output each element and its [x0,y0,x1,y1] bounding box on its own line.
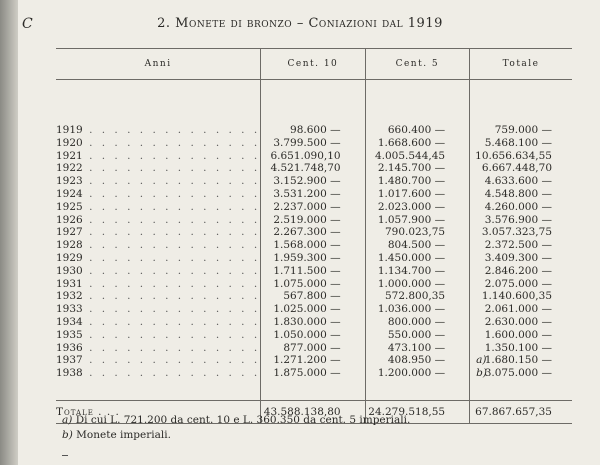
cent5-value: 473.100 — [365,342,470,355]
year-label: 1925 [56,200,83,213]
year-label: 1927 [56,226,83,239]
table-row [56,188,572,201]
cent10-value: 3.799.500 — [261,137,365,150]
table-row [56,201,572,214]
total-value-cell [470,367,572,380]
year-label: 1937 [56,354,83,367]
table-row [56,354,572,367]
table-row [56,239,572,252]
cent10-value: 4.521.748,70 [261,162,365,175]
year-cell [56,214,261,227]
footnote-b: b) Monete imperiali. [62,429,171,441]
year-label: 1934 [56,315,83,328]
leader-dots: . . . . . . . . . . . . . . [82,264,261,277]
total-value: 1.350.100 — [484,341,552,354]
cent5-value: 4.005.544,45 [365,150,470,163]
total-value-cell [470,188,572,201]
total-value-cell [470,252,572,265]
footnotes [62,413,410,443]
total-value-cell [470,316,572,329]
cent10-value: 2.267.300 — [261,226,365,239]
column-header-cent10: Cent. 10 [261,49,365,80]
table-row [56,265,572,278]
cent5-value: 1.450.000 — [365,252,470,265]
total-value: 2.372.500 — [484,239,552,252]
total-value-cell [470,137,572,150]
book-spine-shadow [0,0,18,465]
total-value-cell [470,239,572,252]
year-cell [56,342,261,355]
cent10-value: 1.875.000 — [261,367,365,380]
total-value: 759.000 — [494,124,552,136]
total-value-cell [470,175,572,188]
footnote-marker: a) [476,354,487,367]
column-header-cent5: Cent. 5 [365,49,470,80]
total-value-cell [470,162,572,175]
year-label: 1935 [56,328,83,341]
coinage-table [56,48,572,424]
heading-title: Monete di bronzo – Coniazioni dal 1919 [175,16,443,31]
table-header-row [56,49,572,80]
cent10-value: 2.237.000 — [261,201,365,214]
year-label: 1938 [56,367,83,380]
leader-dots: . . . . . . . . . . . . . . [82,149,261,162]
cent10-value: 567.800 — [261,290,365,303]
leader-dots: . . . . . . . . . . . . . . [82,175,261,188]
year-label: 1921 [56,149,83,162]
cent10-value: 1.711.500 — [261,265,365,278]
total-value: 4.548.800 — [484,187,552,200]
year-cell [56,150,261,163]
cent10-value: 1.075.000 — [261,278,365,291]
heading-number: 2. [157,16,171,31]
cent5-value: 660.400 — [365,124,470,137]
table-row [56,226,572,239]
cent5-value: 1.000.000 — [365,278,470,291]
table-row [56,214,572,227]
leader-dots: . . . . . . . . . . . . . . [82,124,261,136]
total-value-cell [470,214,572,227]
year-label: 1930 [56,264,83,277]
cent10-value: 877.000 — [261,342,365,355]
cent5-value: 2.023.000 — [365,201,470,214]
year-cell [56,367,261,380]
total-value: 4.260.000 — [484,200,552,213]
cent10-value: 3.531.200 — [261,188,365,201]
cent5-value: 408.950 — [365,354,470,367]
year-cell [56,124,261,137]
total-value: 2.846.200 — [484,264,552,277]
table-row [56,303,572,316]
cent5-value: 1.668.600 — [365,137,470,150]
year-cell [56,278,261,291]
total-value: 1.600.000 — [484,328,552,341]
total-value: 1.140.600,35 [481,290,552,303]
year-label: 1924 [56,187,83,200]
total-value-cell [470,303,572,316]
total-value: 6.667.448,70 [481,162,552,175]
cent5-value: 550.000 — [365,329,470,342]
year-cell [56,239,261,252]
cent10-value: 6.651.090,10 [261,150,365,163]
total-value: 3.576.900 — [484,213,552,226]
cent5-value: 1.017.600 — [365,188,470,201]
year-cell [56,265,261,278]
leader-dots: . . . . . . . . . . . . . . [82,277,261,290]
leader-dots: . . . . . . . . . . . . . . [82,367,261,380]
corner-letter: C [22,16,33,32]
year-cell [56,175,261,188]
total-value: 2.075.000 — [484,277,552,290]
leader-dots: . . . . . . . . . . . . . . [82,213,261,226]
cent10-value: 2.519.000 — [261,214,365,227]
leader-dots: . . . . . . . . . . . . . . [82,315,261,328]
table-body [56,80,572,424]
total-value-cell [470,278,572,291]
table-row [56,329,572,342]
year-label: 1926 [56,213,83,226]
spacer-row [56,80,572,125]
table-row [56,278,572,291]
year-cell [56,188,261,201]
year-cell [56,226,261,239]
table-row [56,137,572,150]
cent10-value: 98.600 — [261,124,365,137]
total-value: 2.061.000 — [484,303,552,316]
leader-dots: . . . . . . . . . . . . . . [82,290,261,303]
year-label: 1932 [56,290,83,303]
table-row [56,367,572,380]
table-row [56,124,572,137]
year-label: 1929 [56,251,83,264]
cent10-value: 1.025.000 — [261,303,365,316]
total-value: 5.468.100 — [484,136,552,149]
year-cell [56,137,261,150]
year-label: 1936 [56,341,83,354]
total-label: Totale . . . [56,400,261,423]
cent10-value: 1.050.000 — [261,329,365,342]
table-row [56,150,572,163]
page-mark [62,455,68,456]
year-cell [56,201,261,214]
year-label: 1923 [56,175,83,188]
leader-dots: . . . . . . . . . . . . . . [82,341,261,354]
total-value: 1.680.150 — [484,354,552,367]
total-value: 10.656.634,55 [475,149,552,162]
cent10-value: 3.152.900 — [261,175,365,188]
table-row [56,175,572,188]
table-row [56,252,572,265]
cent10-value: 1.568.000 — [261,239,365,252]
table-row [56,316,572,329]
year-label: 1920 [56,136,83,149]
cent5-value: 800.000 — [365,316,470,329]
total-value-cell [470,201,572,214]
year-cell [56,252,261,265]
total-value: 4.633.600 — [484,175,552,188]
table-row [56,162,572,175]
leader-dots: . . . . . . . . . . . . . . [82,226,261,239]
year-cell [56,316,261,329]
year-cell [56,290,261,303]
total-value-cell [470,329,572,342]
cent5-value: 572.800,35 [365,290,470,303]
total-value-cell [470,150,572,163]
total-value-cell [470,342,572,355]
year-label: 1928 [56,239,83,252]
total-value: 3.075.000 — [484,367,552,380]
year-label: 1931 [56,277,83,290]
year-cell [56,329,261,342]
total-value: 3.409.300 — [484,251,552,264]
leader-dots: . . . . . . . . . . . . . . [82,328,261,341]
table-row [56,342,572,355]
cent5-value: 1.200.000 — [365,367,470,380]
spacer-row [56,380,572,401]
year-label: 1933 [56,303,83,316]
leader-dots: . . . . . . . . . . . . . . [82,251,261,264]
cent5-value: 2.145.700 — [365,162,470,175]
year-cell [56,354,261,367]
cent5-value: 1.057.900 — [365,214,470,227]
column-header-anni: Anni [56,49,261,80]
leader-dots: . . . . . . . . . . . . . . [82,239,261,252]
total-value-cell [470,290,572,303]
cent5-value: 804.500 — [365,239,470,252]
total-value-cell [470,124,572,137]
total-cent5: 24.279.518,55 [365,400,470,423]
grand-total: 67.867.657,35 [470,400,572,423]
total-cent10: 43.588.138,80 [261,400,365,423]
leader-dots: . . . . . . . . . . . . . . [82,303,261,316]
leader-dots: . . . . . . . . . . . . . . [82,200,261,213]
column-header-totale: Totale [470,49,572,80]
footnote-marker: b) [476,367,487,380]
cent10-value: 1.830.000 — [261,316,365,329]
total-value-cell [470,226,572,239]
total-value-cell [470,265,572,278]
leader-dots: . . . . . . . . . . . . . . [82,136,261,149]
year-label: 1919 [56,124,83,136]
year-label: 1922 [56,162,83,175]
cent10-value: 1.959.300 — [261,252,365,265]
total-value-cell [470,354,572,367]
cent10-value: 1.271.200 — [261,354,365,367]
leader-dots: . . . . . . . . . . . . . . [82,187,261,200]
year-cell [56,162,261,175]
footnote-a: a) Di cui L. 721.200 da cent. 10 e L. 360.350 da cent. 5 imperiali. [62,414,411,426]
leader-dots: . . . . . . . . . . . . . . [82,162,261,175]
total-value: 3.057.323,75 [481,226,552,239]
cent5-value: 1.036.000 — [365,303,470,316]
leader-dots: . . . . . . . . . . . . . . [82,354,261,367]
cent5-value: 1.480.700 — [365,175,470,188]
table-row [56,290,572,303]
page-title [0,16,600,31]
total-value: 2.630.000 — [484,315,552,328]
cent5-value: 1.134.700 — [365,265,470,278]
cent5-value: 790.023,75 [365,226,470,239]
year-cell [56,303,261,316]
